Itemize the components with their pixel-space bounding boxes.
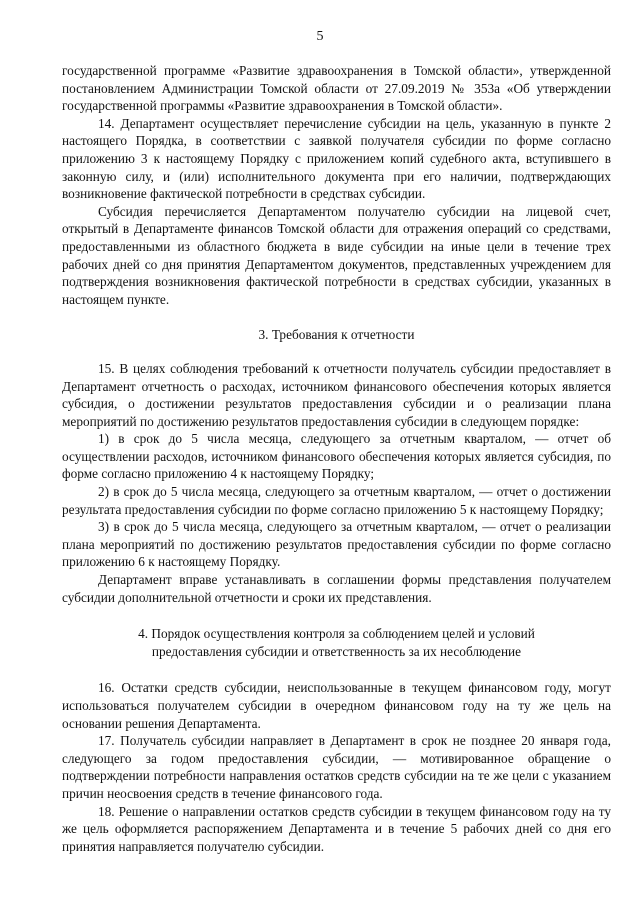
document-body xyxy=(62,62,611,855)
section-heading-3: 3. Требования к отчетности xyxy=(258,327,415,343)
paragraph-18: 18. Решение о направлении остатков средств субсидии в текущем финансовом году на ту же цель оформляется распоряжением Департамента и в течение 5 рабочих дней со дня его принятия направляется получателю субсидии. xyxy=(62,803,611,854)
paragraph-14-subsidy-transfer: Субсидия перечисляется Департаментом получателю субсидии на лицевой счет, открытый в Департаменте финансов Томской области для отражения операций со средствами, предоставленными из областного бюджета в виде субсидии на иные цели в течение трех рабочих дней со дня принятия Департаментом документов, представленных учреждением для подтверждения возникновения фактической потребности в средствах субсидии, указанных в настоящем пункте. xyxy=(62,203,611,307)
paragraph-15-item-3: 3) в срок до 5 числа месяца, следующего за отчетным кварталом, — отчет о реализации плана мероприятий по достижению результатов предоставления субсидии по форме согласно приложению 6 к настоящему Порядку. xyxy=(62,519,611,570)
paragraph-15-item-1: 1) в срок до 5 числа месяца, следующего за отчетным кварталом, — отчет об осуществлении расходов, источником финансового обеспечения которых является субсидия, по форме согласно приложению 4 к настоящему Порядку; xyxy=(62,431,611,482)
paragraph-15-item-2: 2) в срок до 5 числа месяца, следующего за отчетным кварталом, — отчет о достижении результата предоставления субсидии по форме согласно приложению 5 к настоящему Порядку; xyxy=(62,484,611,517)
page-number: 5 xyxy=(316,29,324,44)
paragraph-15: 15. В целях соблюдения требований к отчетности получатель субсидии предоставляет в Департамент отчетность о расходах, источником финансового обеспечения которых является субсидия, о достижении результатов предоставления субсидии и о реализации плана мероприятий по достижению результатов предоставления субсидии в следующем порядке: xyxy=(62,360,611,429)
section-heading-4 xyxy=(62,625,611,660)
paragraph-16: 16. Остатки средств субсидии, неиспользованные в текущем финансовом году, могут использоваться получателем субсидии в очередном финансовом году на ту же цель на основании решения Департамента. xyxy=(62,680,611,731)
paragraph-continuation: государственной программе «Развитие здравоохранения в Томской области», утвержденной постановлением Администрации Томской области от 27.09.2019 № 353а «Об утверждении государственной программы «Развитие здравоохранения в Томской области». xyxy=(62,63,611,114)
section-heading-4-line-1: 4. Порядок осуществления контроля за соблюдением целей и условий xyxy=(138,626,535,642)
section-heading-4-line-2: предоставления субсидии и ответственность за их несоблюдение xyxy=(151,643,522,659)
paragraph-14: 14. Департамент осуществляет перечисление субсидии на цель, указанную в пункте 2 настоящего Порядка, в соответствии с заявкой получателя субсидии по форме согласно приложению 3 к настоящему Порядку с приложением копий судебного акта, вступившего в законную силу, и (или) исполнительного документа при его наличии, подтверждающих возникновение фактической потребности в средствах субсидии. xyxy=(62,115,611,202)
paragraph-15-additional: Департамент вправе устанавливать в соглашении формы представления получателем субсидии дополнительной отчетности и сроки их представления. xyxy=(62,572,611,605)
paragraph-17: 17. Получатель субсидии направляет в Департамент в срок не позднее 20 января года, следующего за годом предоставления субсидии, — мотивированное обращение о подтверждении потребности направления остатков средств субсидии на те же цели с указанием причин неосвоения средств в течение финансового года. xyxy=(62,733,611,801)
